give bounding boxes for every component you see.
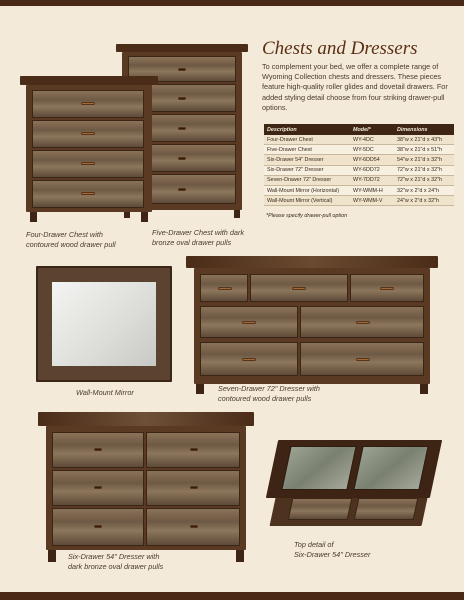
caption-line: contoured wood drawer pulls <box>218 393 312 403</box>
table-row <box>264 145 454 155</box>
table-cell: 54"w x 21"d x 32"h <box>394 155 454 165</box>
table-cell: Six-Drawer 54" Dresser <box>264 155 350 165</box>
caption-five-drawer-chest <box>152 228 244 247</box>
table-cell: 24"w x 2"d x 32"h <box>394 196 454 206</box>
col-dimensions-header: Dimensions <box>394 124 454 135</box>
six-drawer-dresser-image <box>38 412 254 562</box>
caption-line: Five-Drawer Chest with dark <box>152 228 245 237</box>
dresser-top-detail-image <box>268 440 436 532</box>
table-cell: WY-6DD72 <box>350 165 394 175</box>
wall-mount-mirror-image <box>36 266 172 382</box>
caption-line: bronze oval drawer pulls <box>152 237 232 247</box>
table-cell: 38"w x 21"d x 43"h <box>394 135 454 145</box>
table-row <box>264 185 454 195</box>
table-cell: WY-WMM-H <box>350 185 394 195</box>
table-row <box>264 135 454 145</box>
intro-paragraph: To complement your bed, we offer a complete range of Wyoming Collection chests and dressers. These pieces feature high-quality roller glides and dovetail drawers. For added styling detail choose from four striking drawer-pull options. <box>262 62 448 112</box>
caption-four-drawer-chest <box>26 230 116 249</box>
table-cell: Wall-Mount Mirror (Horizontal) <box>264 185 350 195</box>
col-description-header: Description <box>264 124 350 135</box>
table-cell: WY-4DC <box>350 135 394 145</box>
caption-line: dark bronze oval drawer pulls <box>68 561 164 571</box>
col-model-header: Model* <box>350 124 394 135</box>
specs-header-row <box>264 124 454 135</box>
caption-line: Four-Drawer Chest with <box>26 230 103 239</box>
table-row <box>264 196 454 206</box>
caption-line: Seven-Drawer 72" Dresser with <box>218 384 320 393</box>
table-cell: 72"w x 21"d x 32"h <box>394 165 454 175</box>
caption-line: Six-Drawer 54" Dresser with <box>68 552 160 561</box>
table-cell: WY-5DC <box>350 145 394 155</box>
seven-drawer-dresser-image <box>186 256 438 394</box>
page-title: Chests and Dressers <box>262 38 418 59</box>
table-row <box>264 155 454 165</box>
specs-table <box>264 124 454 206</box>
caption-line: Top detail of <box>294 540 334 549</box>
caption-line: contoured wood drawer pull <box>26 239 116 249</box>
bottom-border-bar <box>0 592 464 600</box>
table-cell: Four-Drawer Chest <box>264 135 350 145</box>
table-cell: WY-7DD72 <box>350 175 394 185</box>
top-border-bar <box>0 0 464 6</box>
caption-top-detail <box>294 540 370 559</box>
caption-six-drawer-dresser <box>68 552 163 571</box>
table-cell: 32"w x 2"d x 24"h <box>394 185 454 195</box>
table-cell: 72"w x 21"d x 32"h <box>394 175 454 185</box>
specs-footnote: *Please specify drawer-pull option <box>266 213 348 219</box>
table-cell: Five-Drawer Chest <box>264 145 350 155</box>
caption-seven-drawer-dresser <box>218 384 320 403</box>
table-row <box>264 175 454 185</box>
four-drawer-chest-image <box>20 76 158 222</box>
table-cell: 38"w x 21"d x 51"h <box>394 145 454 155</box>
caption-mirror: Wall-Mount Mirror <box>76 388 134 397</box>
caption-line: Six-Drawer 54" Dresser <box>294 549 371 559</box>
table-cell: WY-6DD54 <box>350 155 394 165</box>
table-cell: Seven-Drawer 72" Dresser <box>264 175 350 185</box>
table-row <box>264 165 454 175</box>
table-cell: WY-WMM-V <box>350 196 394 206</box>
table-cell: Six-Drawer 72" Dresser <box>264 165 350 175</box>
table-cell: Wall-Mount Mirror (Vertical) <box>264 196 350 206</box>
